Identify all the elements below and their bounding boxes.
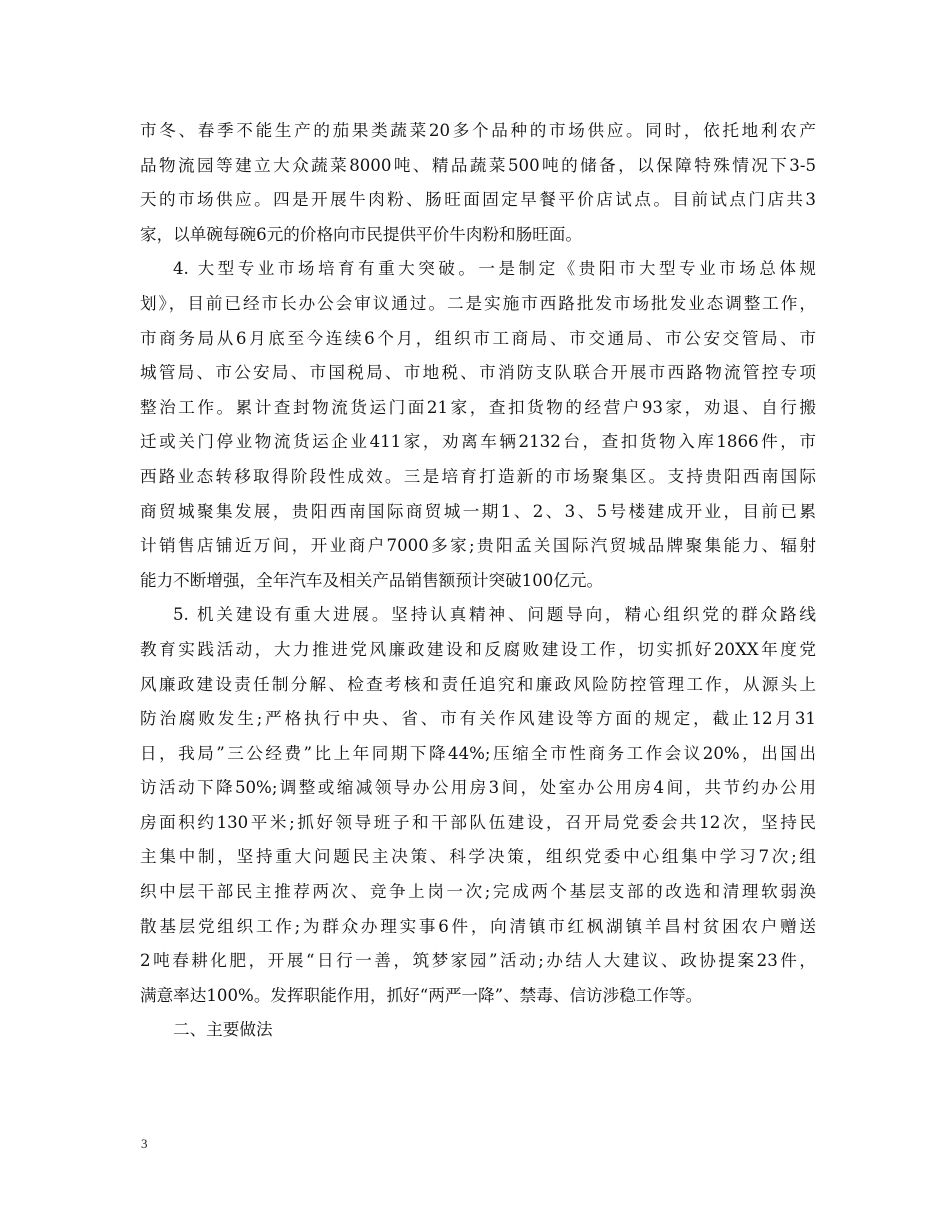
body-text bbox=[140, 114, 816, 1048]
text-line: 市商务局从6月底至今连续6个月，组织市工商局、市交通局、市公安交管局、市 bbox=[140, 328, 816, 348]
text-line: 城管局、市公安局、市国税局、市地税、市消防支队联合开展市西路物流管控专项 bbox=[140, 363, 816, 383]
text-line: 访活动下降50%;调整或缩减领导办公用房3间，处室办公用房4间，共节约办公用 bbox=[140, 778, 816, 798]
text-line: 西路业态转移取得阶段性成效。三是培育打造新的市场聚集区。支持贵阳西南国际 bbox=[140, 466, 816, 486]
text-line: 家，以单碗每碗6元的价格向市民提供平价牛肉粉和肠旺面。 bbox=[140, 224, 582, 244]
text-line: 日，我局”三公经费”比上年同期下降44%;压缩全市性商务工作会议20%，出国出 bbox=[140, 743, 816, 763]
text-line: 整治工作。累计查封物流货运门面21家，查扣货物的经营户93家，劝退、自行搬 bbox=[140, 397, 816, 417]
text-line: 教育实践活动，大力推进党风廉政建设和反腐败建设工作，切实抓好20XX年度党 bbox=[140, 639, 816, 659]
text-line: 房面积约130平米;抓好领导班子和干部队伍建设，召开局党委会共12次，坚持民 bbox=[140, 812, 816, 832]
text-line: 2吨春耕化肥，开展“日行一善，筑梦家园”活动;办结人大建议、政协提案23件， bbox=[140, 951, 816, 971]
text-line: 能力不断增强，全年汽车及相关产品销售额预计突破100亿元。 bbox=[140, 570, 604, 590]
text-line: 商贸城聚集发展，贵阳西南国际商贸城一期1、2、3、5号楼建成开业，目前已累 bbox=[140, 501, 816, 521]
text-line: 织中层干部民主推荐两次、竞争上岗一次;完成两个基层支部的改选和清理软弱涣 bbox=[140, 882, 816, 902]
page-number: 3 bbox=[141, 1136, 148, 1151]
text-line: 散基层党组织工作;为群众办理实事6件，向清镇市红枫湖镇羊昌村贫困农户赠送 bbox=[140, 916, 816, 936]
section-heading-text: 二、主要做法 bbox=[173, 1020, 273, 1040]
text-line: 品物流园等建立大众蔬菜8000吨、精品蔬菜500吨的储备，以保障特殊情况下3-5 bbox=[140, 155, 816, 175]
text-line: 迁或关门停业物流货运企业411家，劝离车辆2132台，查扣货物入库1866件，市 bbox=[140, 432, 816, 452]
paragraph bbox=[140, 252, 816, 598]
text-line: 风廉政建设责任制分解、检查考核和责任追究和廉政风险防控管理工作，从源头上 bbox=[140, 674, 816, 694]
paragraph bbox=[140, 598, 816, 1013]
text-line: 主集中制，坚持重大问题民主决策、科学决策，组织党委中心组集中学习7次;组 bbox=[140, 847, 816, 867]
paragraph bbox=[140, 114, 816, 252]
text-line: 满意率达100%。发挥职能作用，抓好“两严一降”、禁毒、信访涉稳工作等。 bbox=[140, 985, 703, 1005]
text-line: 天的市场供应。四是开展牛肉粉、肠旺面固定早餐平价店试点。目前试点门店共3 bbox=[140, 190, 816, 210]
text-line: 计销售店铺近万间，开业商户7000多家;贵阳孟关国际汽贸城品牌聚集能力、辐射 bbox=[140, 536, 816, 556]
text-line: 市冬、春季不能生产的茄果类蔬菜20多个品种的市场供应。同时，依托地利农产 bbox=[140, 121, 816, 140]
text-line: 防治腐败发生;严格执行中央、省、市有关作风建设等方面的规定，截止12月31 bbox=[140, 709, 816, 729]
text-line: 划》，目前已经市长办公会审议通过。二是实施市西路批发市场批发业态调整工作， bbox=[140, 293, 816, 313]
text-line: 4. 大型专业市场培育有重大突破。一是制定《贵阳市大型专业市场总体规 bbox=[173, 259, 816, 279]
section-heading bbox=[140, 1013, 816, 1048]
text-line: 5. 机关建设有重大进展。坚持认真精神、问题导向，精心组织党的群众路线 bbox=[173, 605, 816, 625]
